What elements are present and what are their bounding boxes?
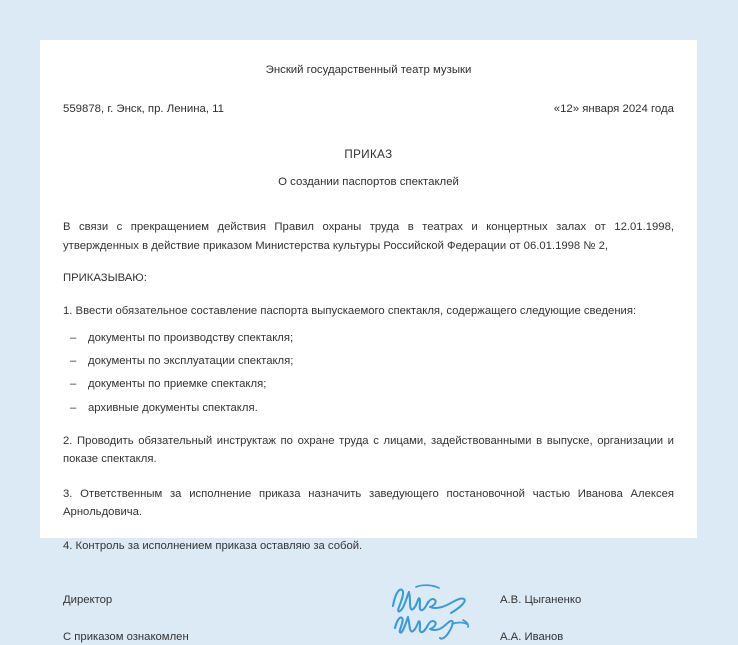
document-meta-row	[63, 101, 674, 118]
organization-header: Энский государственный театр музыки	[265, 64, 472, 76]
list-item	[63, 330, 674, 346]
command-word: ПРИКАЗЫВАЮ:	[63, 271, 147, 284]
dash-bullet-icon: –	[70, 331, 77, 344]
clause-4: 4. Контроль за исполнением приказа оставляю за собой.	[63, 540, 363, 553]
signature-block	[63, 592, 674, 645]
clause-3: 3. Ответственным за исполнение приказа назначить заведующего постановочной частью Иванова Алексея Арнольдовича.	[63, 487, 674, 519]
dash-bullet-icon: –	[70, 355, 77, 368]
dash-bullet-icon: –	[70, 401, 77, 414]
dash-bullet-icon: –	[70, 378, 77, 391]
list-item-label: документы по производству спектакля;	[88, 331, 294, 344]
signatory-role: С приказом ознакомлен	[63, 631, 189, 644]
list-item-label: документы по эксплуатации спектакля;	[88, 355, 294, 368]
intro-paragraph: В связи с прекращением действия Правил охраны труда в театрах и концертных залах от 12.01.1998, утвержденных в действие приказом Министерства культуры Российской Федерации от 06.01.1998 № 2,	[63, 221, 674, 252]
list-item-label: архивные документы спектакля.	[88, 401, 258, 414]
signatory-role: Директор	[63, 593, 113, 606]
list-item	[63, 376, 674, 392]
list-item	[63, 353, 674, 369]
list-item-label: документы по приемке спектакля;	[88, 378, 267, 391]
document-body	[63, 40, 674, 644]
signature-row	[63, 629, 674, 645]
organization-address: 559878, г. Энск, пр. Ленина, 11	[63, 102, 224, 115]
signatory-name: А.В. Цыганенко	[500, 593, 582, 606]
document-title: ПРИКАЗ	[344, 148, 393, 162]
signatory-name: А.А. Иванов	[500, 631, 564, 644]
clause-2: 2. Проводить обязательный инструктаж по охране труда с лицами, задействованными в выпуске, организации и показе спектакля.	[63, 435, 674, 466]
list-item	[63, 400, 674, 416]
sub-item-list	[63, 330, 674, 417]
paper-sheet	[40, 40, 697, 644]
title-block	[63, 147, 674, 190]
clause-1: 1. Ввести обязательное составление паспорта выпускаемого спектакля, содержащего следующие сведения:	[63, 305, 637, 318]
document-subtitle: О создании паспортов спектаклей	[278, 175, 459, 188]
signature-row	[63, 592, 674, 608]
document-date: «12» января 2024 года	[553, 102, 674, 115]
